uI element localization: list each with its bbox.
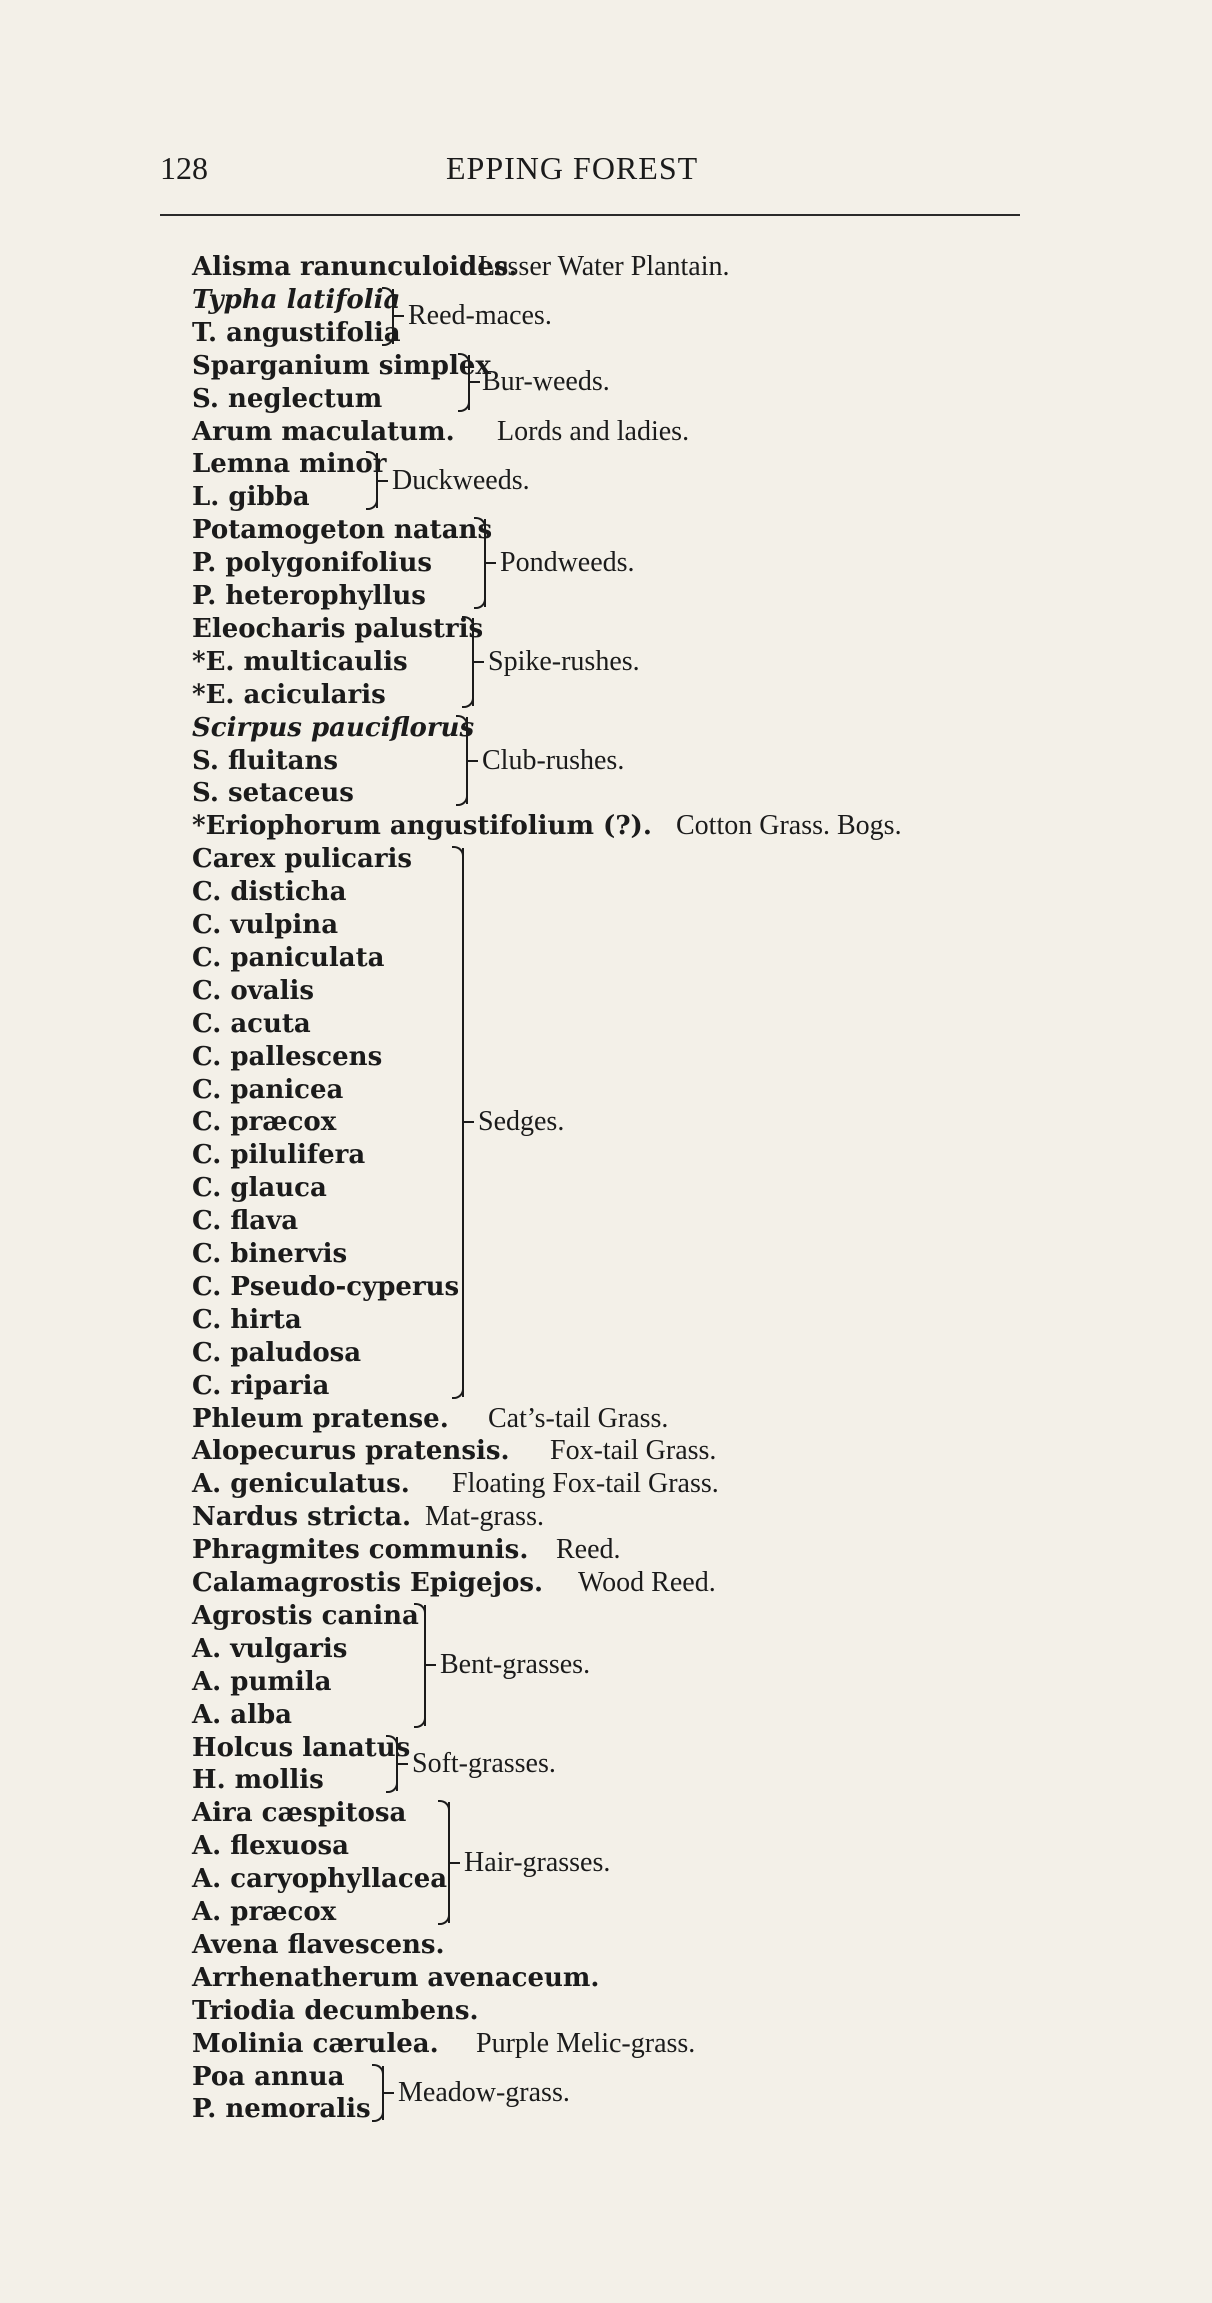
- species-name: C. ovalis: [192, 975, 315, 1006]
- species-name: Alisma ranunculoides.: [192, 252, 518, 282]
- species-entry: [192, 2062, 345, 2092]
- species-entry: [192, 976, 314, 1006]
- species-entry: [192, 384, 382, 414]
- group-label: Soft-grasses.: [412, 1747, 556, 1779]
- species-name: L. gibba: [192, 482, 310, 513]
- bracket-point: [392, 315, 404, 317]
- common-name: Lesser Water Plantain.: [478, 251, 730, 282]
- species-entry: [192, 1140, 365, 1170]
- species-entry: [192, 1436, 510, 1466]
- species-name: P. nemoralis: [192, 2094, 371, 2125]
- species-entry: [192, 515, 492, 545]
- species-name: C. glauca: [192, 1173, 327, 1204]
- species-entry: [192, 1371, 329, 1401]
- species-name: Agrostis canina: [192, 1600, 419, 1631]
- species-name: C. flava: [192, 1206, 299, 1237]
- species-name: A. alba: [192, 1699, 293, 1730]
- species-name: Phragmites communis.: [192, 1535, 529, 1566]
- species-name: H. mollis: [192, 1765, 324, 1796]
- species-entry: [192, 482, 310, 512]
- species-entry: [192, 1765, 324, 1795]
- group-label: Meadow-grass.: [398, 2076, 570, 2108]
- species-name: A. vulgaris: [192, 1633, 348, 1664]
- species-name: C. acuta: [192, 1008, 311, 1039]
- species-entry: [192, 1107, 336, 1137]
- bracket-point: [424, 1664, 436, 1666]
- species-entry: [192, 1963, 599, 1993]
- species-name: A. præcox: [192, 1897, 337, 1927]
- species-entry: [192, 1568, 543, 1598]
- species-entry: [192, 1305, 302, 1335]
- species-entry: [192, 1667, 331, 1697]
- species-entry: [192, 318, 401, 348]
- species-entry: [192, 1601, 419, 1631]
- species-name: C. hirta: [192, 1304, 302, 1335]
- common-name: Reed.: [556, 1534, 621, 1566]
- species-entry: [192, 1239, 347, 1269]
- group-label: Reed-maces.: [408, 300, 552, 332]
- common-name: Floating Fox-tail Grass.: [452, 1468, 719, 1500]
- species-entry: [192, 1173, 327, 1203]
- species-name: C. riparia: [192, 1370, 330, 1401]
- species-name: A. caryophyllacea: [192, 1864, 448, 1895]
- species-name: C. panicea: [192, 1074, 344, 1105]
- species-name: Lemna minor: [192, 449, 387, 480]
- common-name: Purple Melic-grass.: [476, 2027, 696, 2059]
- species-name: Typha latifolia: [192, 284, 401, 315]
- species-entry: [192, 877, 347, 907]
- species-name: Holcus lanatus: [192, 1732, 411, 1763]
- species-entry: [192, 1897, 336, 1927]
- species-entry: [192, 2029, 439, 2059]
- common-name: Cat’s-tail Grass.: [488, 1402, 669, 1434]
- species-name: C. præcox: [192, 1107, 337, 1138]
- species-entry: [192, 1042, 382, 1072]
- bracket-point: [382, 2092, 394, 2094]
- running-title: EPPING FOREST: [446, 150, 699, 186]
- species-name: S. fluitans: [192, 745, 339, 776]
- common-name: Cotton Grass. Bogs.: [676, 810, 902, 842]
- bracket-point: [472, 661, 484, 663]
- species-entry: [192, 1535, 528, 1565]
- header-rule: [160, 214, 1020, 216]
- species-entry: [192, 449, 386, 479]
- species-name: T. angustifolia: [192, 317, 401, 348]
- species-name: C. pilulifera: [192, 1140, 366, 1171]
- species-entry: [192, 1469, 410, 1499]
- species-entry: [192, 614, 483, 644]
- species-entry: [192, 1733, 410, 1763]
- species-name: *E. multicaulis: [192, 646, 408, 677]
- species-name: A. flexuosa: [192, 1831, 349, 1862]
- species-name: Calamagrostis Epigejos.: [192, 1568, 544, 1598]
- species-name: *E. acicularis: [192, 679, 386, 710]
- running-head: [160, 150, 1020, 190]
- species-name: Scirpus pauciflorus: [192, 712, 475, 743]
- common-name: Lords and ladies.: [497, 415, 690, 447]
- species-name: *Eriophorum angustifolium (?).: [192, 811, 652, 842]
- species-name: Arrhenatherum avenaceum.: [192, 1962, 600, 1993]
- species-entry: [192, 548, 432, 578]
- species-entry: [192, 680, 386, 710]
- species-entry: [192, 252, 517, 282]
- group-label: Sedges.: [478, 1106, 565, 1138]
- species-entry: [192, 1930, 445, 1960]
- species-entry: [192, 1700, 292, 1730]
- species-name: Aira cæspitosa: [192, 1798, 407, 1829]
- species-name: S. neglectum: [192, 383, 383, 414]
- bracket-point: [376, 480, 388, 482]
- group-label: Bur-weeds.: [482, 366, 610, 398]
- species-entry: [192, 1206, 298, 1236]
- species-name: C. vulpina: [192, 910, 339, 940]
- bracket-point: [462, 1121, 474, 1123]
- species-entry: [192, 1864, 447, 1894]
- species-name: Avena flavescens.: [192, 1929, 445, 1960]
- bracket-point: [484, 562, 496, 564]
- species-name: S. setaceus: [192, 778, 354, 809]
- species-name: C. disticha: [192, 877, 347, 908]
- species-entry: [192, 417, 455, 447]
- group-label: Spike-rushes.: [488, 645, 640, 677]
- group-label: Club-rushes.: [482, 744, 625, 776]
- species-entry: [192, 1634, 347, 1664]
- species-name: Alopecurus pratensis.: [192, 1436, 510, 1467]
- common-name: Fox-tail Grass.: [550, 1435, 717, 1467]
- page-number: 128: [160, 150, 208, 186]
- species-entry: [192, 1798, 406, 1828]
- species-entry: [192, 844, 412, 874]
- species-name: P. heterophyllus: [192, 581, 426, 611]
- species-name: C. Pseudo-cyperus: [192, 1271, 460, 1302]
- species-name: A. geniculatus.: [192, 1469, 410, 1500]
- bracket-point: [468, 381, 480, 383]
- species-name: Arum maculatum.: [192, 416, 455, 447]
- species-name: Eleocharis palustris: [192, 613, 484, 644]
- species-entry: [192, 1009, 311, 1039]
- species-entry: [192, 351, 491, 381]
- species-entry: [192, 943, 384, 973]
- species-entry: [192, 811, 652, 841]
- species-name: Molinia cærulea.: [192, 2028, 439, 2059]
- species-entry: [192, 647, 408, 677]
- species-entry: [192, 1404, 449, 1434]
- species-entry: [192, 1831, 349, 1861]
- species-name: C. pallescens: [192, 1041, 383, 1072]
- species-entry: [192, 746, 338, 776]
- species-entry: [192, 713, 474, 743]
- species-entry: [192, 2094, 371, 2124]
- species-entry: [192, 778, 354, 808]
- species-name: C. binervis: [192, 1239, 348, 1269]
- species-entry: [192, 1272, 459, 1302]
- species-name: C. paniculata: [192, 942, 385, 973]
- species-entry: [192, 1996, 479, 2026]
- species-name: Phleum pratense.: [192, 1403, 449, 1434]
- species-entry: [192, 581, 426, 611]
- species-name: Triodia decumbens.: [192, 1995, 479, 2026]
- bracket-point: [396, 1763, 408, 1765]
- common-name: Wood Reed.: [578, 1567, 716, 1598]
- group-label: Pondweeds.: [500, 547, 635, 579]
- species-name: Nardus stricta.: [192, 1502, 412, 1533]
- species-name: Sparganium simplex: [192, 350, 491, 381]
- bracket-point: [466, 760, 478, 762]
- species-name: Poa annua: [192, 2061, 345, 2092]
- common-name: Mat-grass.: [425, 1501, 544, 1533]
- species-entry: [192, 1502, 411, 1532]
- species-entry: [192, 1338, 361, 1368]
- species-name: Potamogeton natans: [192, 515, 493, 546]
- species-entry: [192, 1075, 343, 1105]
- group-label: Bent-grasses.: [440, 1649, 591, 1681]
- species-name: Carex pulicaris: [192, 844, 413, 875]
- species-name: A. pumila: [192, 1666, 332, 1697]
- species-name: C. paludosa: [192, 1337, 362, 1368]
- species-entry: [192, 910, 338, 940]
- species-name: P. polygonifolius: [192, 548, 432, 579]
- species-entry: [192, 285, 400, 315]
- bracket-point: [448, 1862, 460, 1864]
- group-label: Hair-grasses.: [464, 1846, 611, 1878]
- group-label: Duckweeds.: [392, 464, 530, 496]
